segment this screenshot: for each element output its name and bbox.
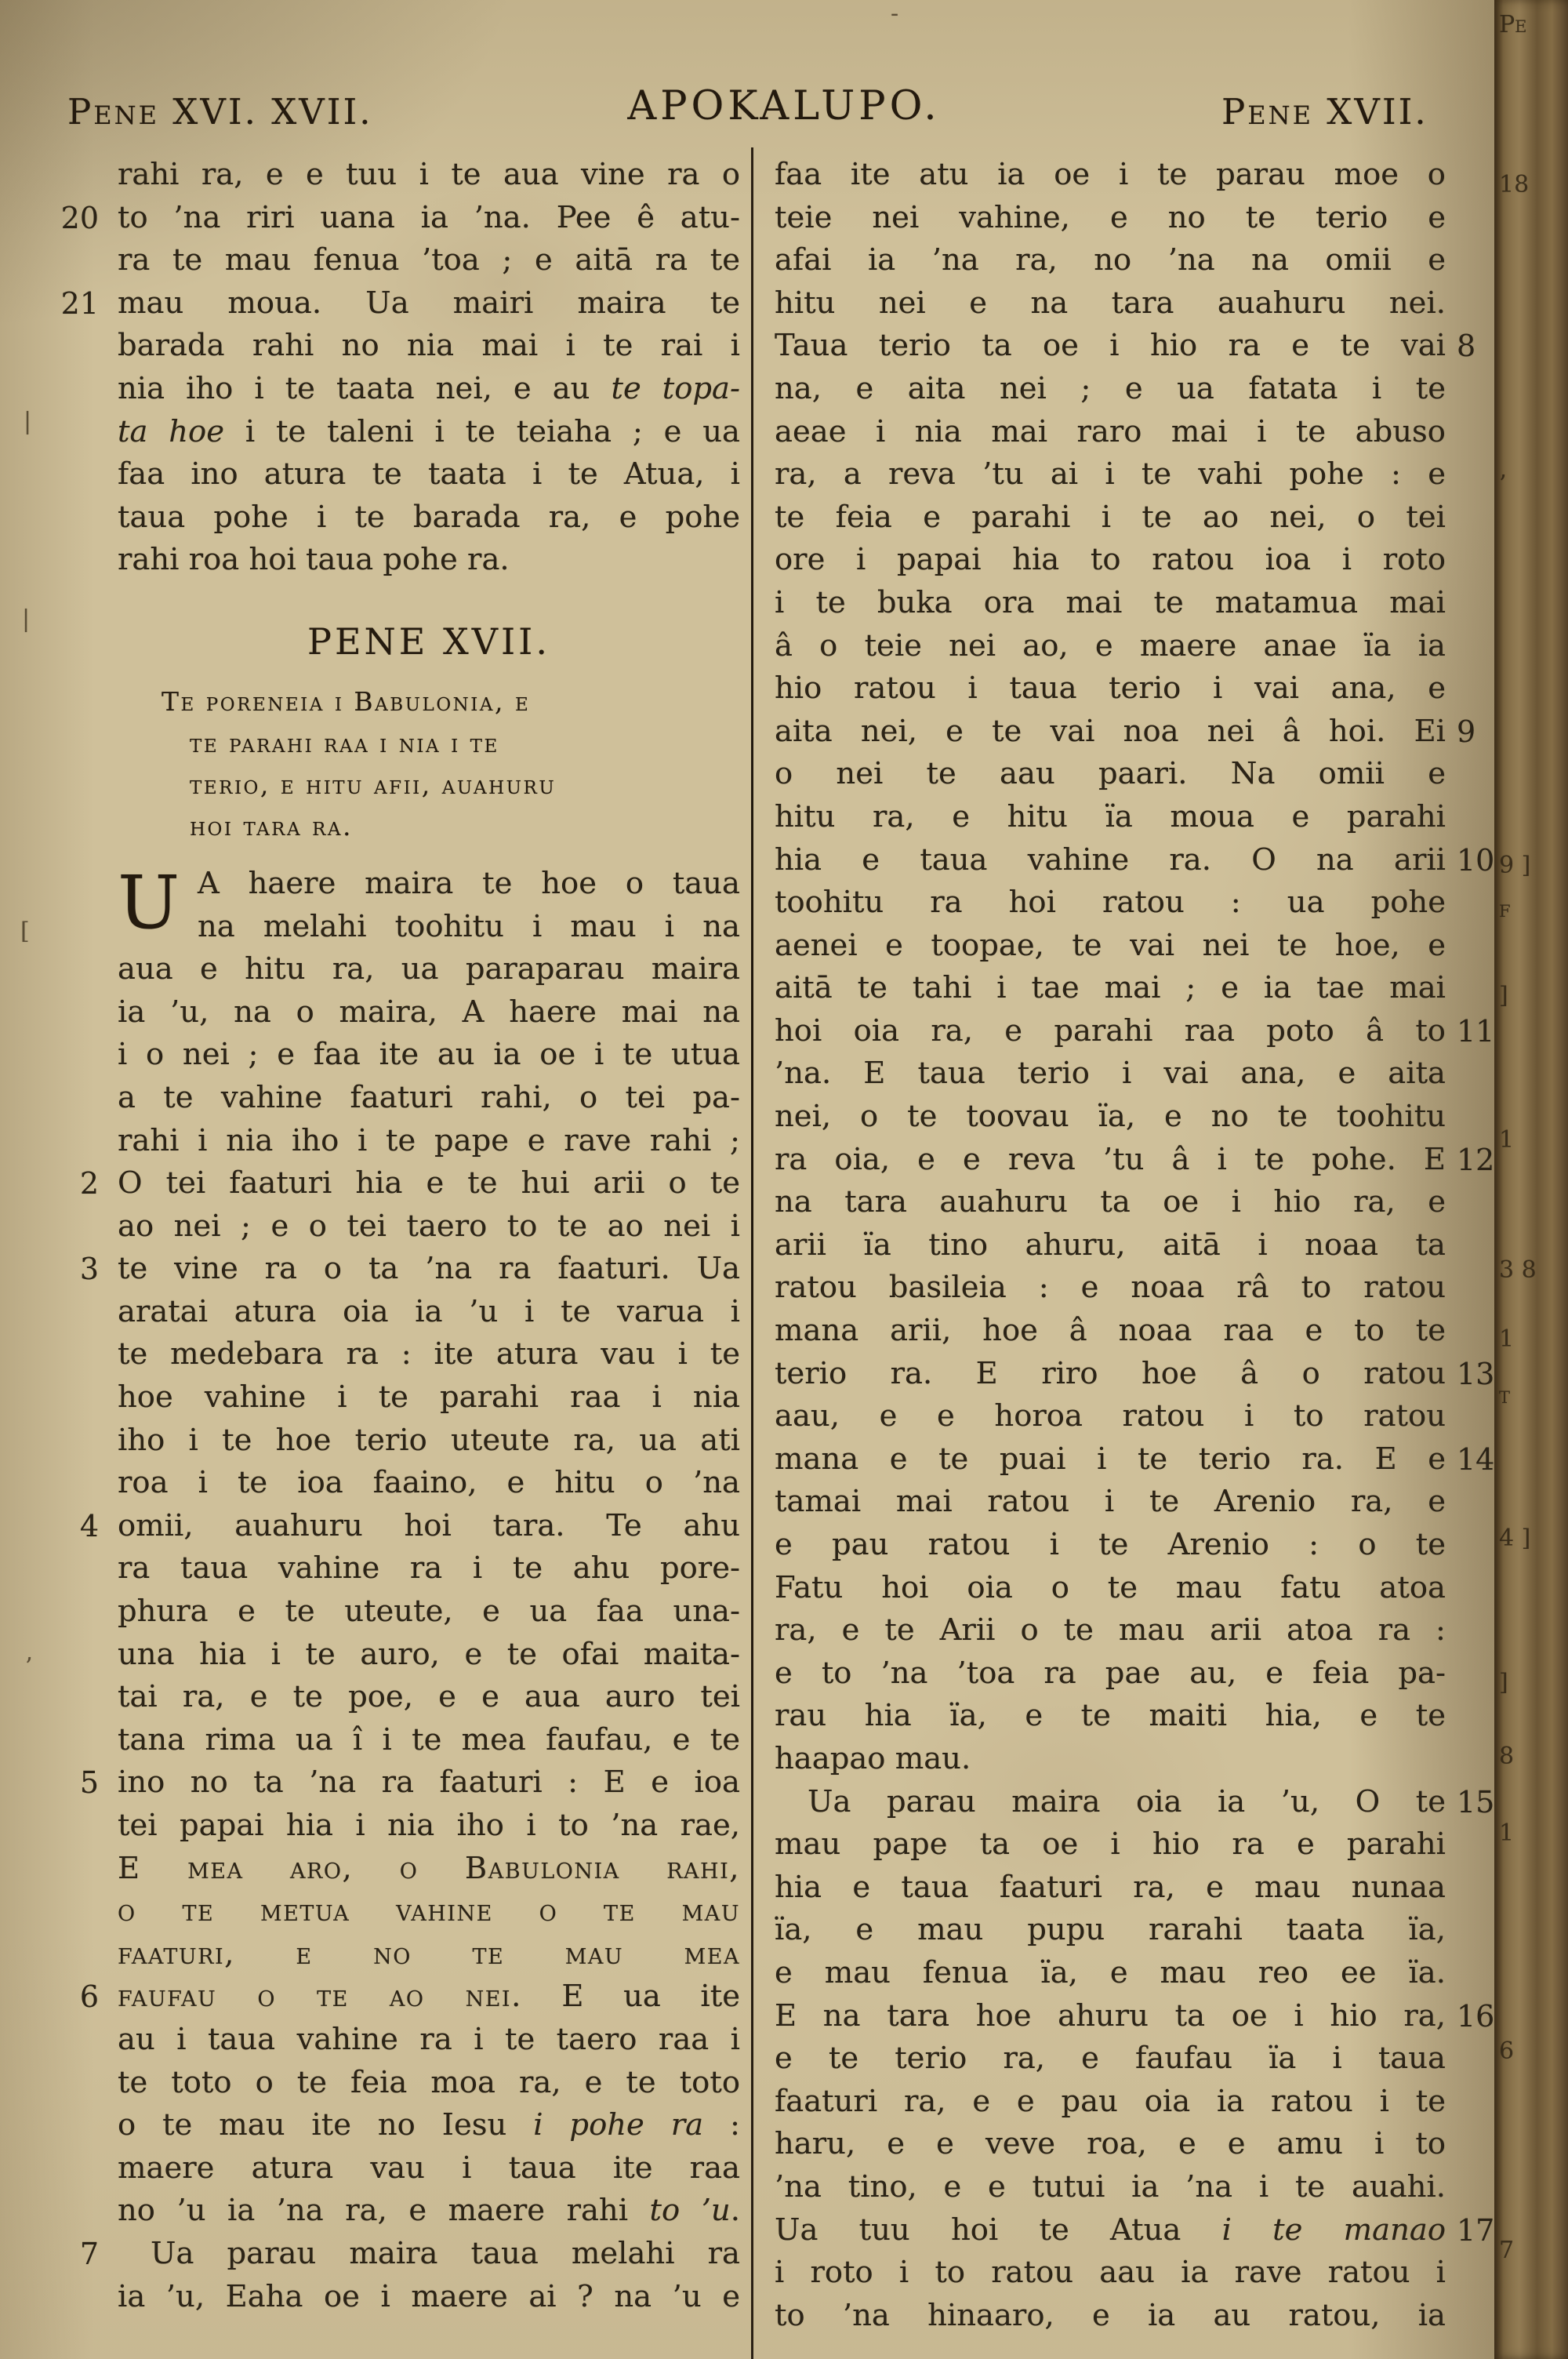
text-line xyxy=(118,1419,740,1463)
text-line xyxy=(775,1952,1446,1995)
text-line xyxy=(118,2062,740,2105)
body-text: a te vahine faaturi rahi, o tei pa- xyxy=(118,1079,740,1115)
text-line xyxy=(118,1634,740,1677)
edge-text-fragment: Pe xyxy=(1499,11,1527,38)
text-line xyxy=(118,154,740,197)
body-text: mau moua. Ua mairi maira te xyxy=(118,285,740,321)
body-text: terio ra. E riro hoe â o ratou xyxy=(775,1355,1446,1391)
text-line xyxy=(118,411,740,454)
edge-text-fragment: 18 xyxy=(1499,171,1530,198)
text-line xyxy=(775,539,1446,582)
body-text: na tara auahuru ta oe i hio ra, e xyxy=(775,1184,1446,1220)
text-line xyxy=(775,582,1446,625)
body-text: te feia e parahi i te ao nei, o tei xyxy=(775,499,1446,535)
right-column xyxy=(775,154,1495,2337)
verse-number: 3 xyxy=(79,1252,99,1287)
text-line xyxy=(79,1976,740,2019)
text-line xyxy=(118,1590,740,1634)
text-line xyxy=(775,2252,1446,2295)
text-line xyxy=(118,1890,740,1933)
text-line xyxy=(118,239,740,282)
text-line xyxy=(118,2019,740,2062)
body-text: toohitu ra hoi ratou : ua pohe xyxy=(775,885,1446,921)
verse-number: 11 xyxy=(1457,1013,1495,1049)
body-text: i roto i to ratou aau ia rave ratou i xyxy=(775,2255,1446,2291)
verse-number: 2 xyxy=(79,1166,99,1201)
body-text: ïa, e mau pupu rarahi taata ïa, xyxy=(775,1912,1446,1948)
body-text: o nei te aau paari. Na omii e xyxy=(775,756,1446,792)
body-text: mana e te puai i te terio ra. E e xyxy=(775,1441,1446,1477)
text-line xyxy=(775,2209,1495,2252)
body-text: taua pohe i te barada ra, e pohe xyxy=(118,499,740,535)
chapter-subtitle-line: hoi tara ra. xyxy=(190,810,354,841)
body-text: faaturi, e no te mau mea xyxy=(118,1936,740,1972)
text-line xyxy=(775,197,1446,240)
edge-text-fragment: 4 ] xyxy=(1499,1525,1531,1552)
body-text: hia e taua vahine ra. O na arii xyxy=(775,841,1446,878)
body-text: ao nei ; e o tei taero to te ao nei i xyxy=(118,1208,740,1244)
body-text: te toto o te feia moa ra, e te toto xyxy=(118,2064,740,2100)
text-line xyxy=(775,496,1446,540)
body-text: phura e te uteute, e ua faa una- xyxy=(118,1594,740,1630)
body-text: ra, e te Arii o te mau arii atoa ra : xyxy=(775,1612,1446,1648)
body-text: ia ’u, Eaha oe i maere ai ? na ’u e xyxy=(118,2278,740,2314)
edge-text-fragment: 7 xyxy=(1499,2237,1515,2264)
text-line xyxy=(118,325,740,368)
text-line xyxy=(79,1505,740,1548)
body-text: tana rima ua î i te mea faufau, e te xyxy=(118,1721,740,1757)
edge-text-fragment: 6 xyxy=(1499,2037,1515,2065)
body-text: â o teie nei ao, e maere anae ïa ia xyxy=(775,627,1446,663)
body-text: e pau ratou i te Arenio : o te xyxy=(775,1527,1446,1562)
text-line xyxy=(775,1738,1446,1781)
text-line xyxy=(118,1805,740,1848)
italic-text: ta hoe xyxy=(118,413,225,449)
chapter-subtitle-line: te parahi raa i nia i te xyxy=(190,727,499,758)
verse-number: 13 xyxy=(1457,1356,1495,1391)
body-text: i te buka ora mai te matamua mai xyxy=(775,584,1446,620)
next-page-edge xyxy=(1494,0,1568,2359)
body-text: Fatu hoi oia o te mau fatu atoa xyxy=(775,1569,1446,1605)
text-line xyxy=(118,2104,740,2147)
body-text: : xyxy=(703,2107,740,2143)
text-line xyxy=(775,1481,1446,1524)
text-line xyxy=(775,796,1446,839)
body-text: maere atura vau i taua ite raa xyxy=(118,2150,740,2186)
verse-number: 12 xyxy=(1457,1142,1495,1177)
body-text: to ’na riri uana ia ’na. Pee ê atu- xyxy=(118,199,740,235)
body-text: ino no ta ’na ra faaturi : E e ioa xyxy=(118,1765,740,1801)
edge-text-fragment: t xyxy=(1499,1382,1511,1409)
body-text: e to ’na ’toa ra pae au, e feia pa- xyxy=(775,1655,1446,1691)
verse-number: 9 xyxy=(1457,714,1476,749)
body-text: Ua parau maira oia ia ’u, O te xyxy=(808,1783,1446,1819)
text-line xyxy=(775,667,1446,711)
text-line xyxy=(775,154,1446,197)
body-text: afai ia ’na ra, no ’na na omii e xyxy=(775,242,1446,278)
text-line xyxy=(775,411,1446,454)
text-line xyxy=(775,1438,1495,1481)
body-text: ia ’u, na o maira, A haere mai na xyxy=(118,994,740,1030)
body-text: Ua parau maira taua melahi ra xyxy=(151,2235,740,2271)
text-line xyxy=(775,1010,1495,1053)
body-text: ratou basileia : e noaa râ to ratou xyxy=(775,1270,1446,1306)
text-line xyxy=(775,1052,1446,1096)
text-line xyxy=(118,1034,740,1077)
body-text: hitu ra, e hitu ïa moua e parahi xyxy=(775,798,1446,834)
verse-number: 20 xyxy=(60,200,99,235)
text-line xyxy=(118,539,740,582)
text-line xyxy=(775,881,1446,925)
body-text: haru, e e veve roa, e e amu i to xyxy=(775,2126,1446,2162)
edge-text-fragment: 8 xyxy=(1499,1743,1515,1770)
text-line xyxy=(775,282,1446,325)
text-line xyxy=(775,1995,1495,2038)
running-head-right: Pene XVII. xyxy=(1221,91,1428,133)
italic-text: te topa- xyxy=(611,370,740,406)
left-column xyxy=(60,154,741,2318)
text-line xyxy=(775,1096,1446,1139)
text-line xyxy=(118,1676,740,1719)
body-text: O tei faaturi hia e te hui arii o te xyxy=(118,1165,740,1201)
body-text: ’na. E taua terio i vai ana, e aita xyxy=(775,1056,1446,1092)
text-line xyxy=(775,1267,1446,1310)
verse-number: 17 xyxy=(1457,2212,1495,2248)
body-text: e mau fenua ïa, e mau reo ee ïa. xyxy=(775,1954,1446,1990)
text-line xyxy=(775,453,1446,496)
verse-number: 15 xyxy=(1457,1784,1495,1819)
text-line xyxy=(118,948,740,991)
body-text: o te mau ite no Iesu xyxy=(118,2107,534,2143)
body-text: au i taua vahine ra i te taero raa i xyxy=(118,2021,740,2057)
body-text: to ’na hinaaro, e ia au ratou, ia xyxy=(775,2297,1446,2333)
body-text: mau pape ta oe i hio ra e parahi xyxy=(775,1826,1446,1863)
text-line xyxy=(79,1761,740,1805)
text-line xyxy=(775,711,1476,754)
text-line xyxy=(775,2166,1446,2209)
text-line xyxy=(775,1909,1446,1952)
text-line xyxy=(118,991,740,1034)
edge-text-fragment: 1 xyxy=(1499,1325,1515,1353)
running-head-title: APOKALUPO. xyxy=(627,83,941,129)
body-text: faa ino atura te taata i te Atua, i xyxy=(118,456,740,493)
text-line xyxy=(775,1224,1446,1267)
edge-text-fragment: 1 xyxy=(1499,1819,1515,1847)
body-text: rau hia ïa, e te maiti hia, e te xyxy=(775,1698,1446,1734)
edge-text-fragment: 3 8 xyxy=(1499,1256,1537,1284)
text-line xyxy=(775,1695,1446,1738)
body-text: aau, e e horoa ratou i to ratou xyxy=(775,1398,1446,1434)
body-text: teie nei vahine, e no te terio e xyxy=(775,199,1446,235)
body-text: aua e hitu ra, ua paraparau maira xyxy=(118,951,740,987)
text-line xyxy=(775,325,1476,368)
text-line xyxy=(775,1181,1446,1224)
body-text: Ua tuu hoi te Atua xyxy=(775,2212,1222,2248)
body-text: ra oia, e e reva ’tu â i te pohe. E xyxy=(775,1141,1446,1177)
text-line xyxy=(775,839,1495,882)
body-text: barada rahi no nia mai i te rai i xyxy=(118,328,740,364)
text-line xyxy=(118,1120,740,1163)
text-line xyxy=(118,496,740,540)
text-line xyxy=(775,1310,1446,1353)
body-text: rahi roa hoi taua pohe ra. xyxy=(118,542,510,578)
text-line xyxy=(775,1395,1446,1438)
edge-text-fragment: f xyxy=(1499,896,1511,923)
text-line xyxy=(118,2276,740,2319)
scan-artifact: | xyxy=(22,605,31,633)
body-text: Taua terio ta oe i hio ra e te vai xyxy=(775,328,1446,364)
text-line xyxy=(118,368,740,411)
body-text: aeae i nia mai raro mai i te abuso xyxy=(775,413,1446,449)
text-line xyxy=(775,1567,1446,1610)
body-text: tei papai hia i nia iho i to ’na rae, xyxy=(118,1808,740,1843)
body-text: ra, a reva ’tu ai i te vahi pohe : e xyxy=(775,456,1446,493)
text-line xyxy=(775,1652,1446,1696)
text-line xyxy=(118,863,740,906)
text-line xyxy=(118,1291,740,1334)
text-line xyxy=(118,1547,740,1590)
text-line xyxy=(118,1205,740,1249)
body-text: roa i te ioa faaino, e hitu o ’na xyxy=(118,1465,740,1501)
edge-text-fragment: ’ xyxy=(1499,471,1507,498)
text-line xyxy=(775,625,1446,668)
body-text: aitā te tahi i tae mai ; e ia tae mai xyxy=(775,970,1446,1006)
body-text: omii, auahuru hoi tara. Te ahu xyxy=(118,1507,740,1543)
body-text: . xyxy=(730,2193,740,2229)
text-line xyxy=(79,2233,740,2276)
edge-text-fragment: ] xyxy=(1499,982,1508,1009)
body-text: hitu nei e na tara auahuru nei. xyxy=(775,285,1446,321)
text-line xyxy=(775,1353,1495,1396)
body-text: mana arii, hoe â noaa raa e to te xyxy=(775,1313,1446,1349)
body-text: aenei e toopae, te vai nei te hoe, e xyxy=(775,927,1446,963)
text-line xyxy=(775,2037,1446,2081)
text-line xyxy=(775,753,1446,796)
text-line xyxy=(775,925,1446,968)
text-line xyxy=(775,368,1446,411)
text-line xyxy=(775,967,1446,1010)
text-line xyxy=(118,2147,740,2190)
text-line xyxy=(775,2123,1446,2166)
verse-number: 16 xyxy=(1457,1998,1495,2034)
scan-artifact: | xyxy=(24,408,32,435)
body-text: tamai mai ratou i te Arenio ra, e xyxy=(775,1484,1446,1520)
body-text: hoe vahine i te parahi raa i nia xyxy=(118,1379,740,1416)
body-text: e te terio ra, e faufau ïa i taua xyxy=(775,2041,1446,2077)
verse-number: 5 xyxy=(79,1765,99,1801)
text-line xyxy=(79,1162,740,1205)
edge-text-fragment: 9 ] xyxy=(1499,852,1531,879)
text-line xyxy=(60,197,740,240)
text-line xyxy=(775,2081,1446,2124)
body-text: E na tara hoe ahuru ta oe i hio ra, xyxy=(775,1997,1446,2034)
scan-artifact: - xyxy=(891,0,899,27)
body-text: E ua ite xyxy=(521,1979,740,2015)
text-line xyxy=(775,239,1446,282)
verse-number: 21 xyxy=(60,285,99,321)
body-text: nei, o te toovau ïa, e no te toohitu xyxy=(775,1099,1446,1135)
body-text: ra te mau fenua ’toa ; e aitā ra te xyxy=(118,242,740,278)
italic-text: i te manao xyxy=(1221,2212,1446,2248)
body-text: aratai atura oia ia ’u i te varua i xyxy=(118,1293,740,1329)
body-text: hia e taua faaturi ra, e mau nunaa xyxy=(775,1869,1446,1905)
verse-number: 4 xyxy=(79,1508,99,1543)
text-line xyxy=(118,1077,740,1120)
text-line xyxy=(775,1139,1495,1182)
body-text: una hia i te auro, e te ofai maita- xyxy=(118,1636,740,1672)
body-text: arii ïa tino ahuru, aitā i noaa ta xyxy=(775,1227,1446,1263)
body-text: faaturi ra, e e pau oia ia ratou i te xyxy=(775,2083,1446,2119)
body-text: o te metua vahine o te mau xyxy=(118,1893,740,1929)
text-line xyxy=(775,1866,1446,1910)
body-text: hio ratou i taua terio i vai ana, e xyxy=(775,671,1446,707)
text-line xyxy=(118,1462,740,1505)
text-line xyxy=(118,906,740,949)
text-line xyxy=(775,1823,1446,1866)
body-text: te medebara ra : ite atura vau i te xyxy=(118,1336,740,1372)
verse-number: 6 xyxy=(79,1979,99,2015)
text-line xyxy=(60,282,740,325)
scan-artifact: [ xyxy=(20,918,30,945)
text-line xyxy=(118,1848,740,1891)
body-text: haapao mau. xyxy=(775,1740,971,1776)
edge-text-fragment: 1 xyxy=(1499,1126,1515,1154)
dropcap-letter: U xyxy=(118,860,180,946)
body-text: ra taua vahine ra i te ahu pore- xyxy=(118,1550,740,1587)
body-text: nia iho i te taata nei, e au xyxy=(118,370,612,406)
text-line xyxy=(775,1524,1446,1567)
chapter-heading: PENE XVII. xyxy=(307,620,550,663)
chapter-subtitle-line: Te poreneia i Babulonia, e xyxy=(162,685,531,717)
body-text: E mea aro, o Babulonia rahi, xyxy=(118,1850,740,1886)
text-line xyxy=(118,1719,740,1762)
verse-number: 8 xyxy=(1457,329,1476,364)
verse-number: 14 xyxy=(1457,1441,1495,1477)
text-line xyxy=(118,1376,740,1419)
body-text: rahi ra, e e tuu i te aua vine ra o xyxy=(118,157,740,192)
body-text: ’na tino, e e tutui ia ’na i te auahi. xyxy=(775,2168,1446,2205)
body-text: no ’u ia ’na ra, e maere rahi xyxy=(118,2193,650,2229)
text-line xyxy=(775,1781,1495,1824)
text-line xyxy=(775,2295,1446,2338)
verse-number: 7 xyxy=(79,2236,99,2271)
body-text: hoi oia ra, e parahi raa poto â to xyxy=(775,1012,1446,1049)
body-text: na, e aita nei ; e ua fatata i te xyxy=(775,370,1446,406)
body-text: te vine ra o ta ’na ra faaturi. Ua xyxy=(118,1251,740,1287)
body-text: i o nei ; e faa ite au ia oe i te utua xyxy=(118,1037,740,1073)
dropcap-paragraph xyxy=(118,860,740,948)
body-text: na melahi toohitu i mau i na xyxy=(198,908,740,944)
body-text: A haere maira te hoe o taua xyxy=(198,865,740,901)
italic-text: to ’u xyxy=(649,2193,731,2229)
text-line xyxy=(79,1248,740,1291)
body-text: rahi i nia iho i te pape e rave rahi ; xyxy=(118,1122,740,1158)
edge-text-fragment: ] xyxy=(1499,1669,1508,1696)
verse-number: 10 xyxy=(1457,842,1495,878)
body-text: faa ite atu ia oe i te parau moe o xyxy=(775,157,1446,192)
body-text: tai ra, e te poe, e e aua auro tei xyxy=(118,1679,740,1715)
body-text: i te taleni i te teiaha ; e ua xyxy=(224,413,741,449)
body-text: iho i te hoe terio uteute ra, ua ati xyxy=(118,1422,740,1458)
column-divider xyxy=(751,147,753,2359)
body-text: ore i papai hia to ratou ioa i roto xyxy=(775,542,1446,578)
text-line xyxy=(118,1933,740,1976)
smallcaps-text: faufau o te ao nei. xyxy=(118,1979,522,2015)
chapter-subtitle-line: terio, e hitu afii, auahuru xyxy=(190,769,557,800)
text-line xyxy=(118,2190,740,2233)
text-line xyxy=(118,1333,740,1376)
scan-artifact: ’ xyxy=(25,1653,33,1681)
chapter-subtitle xyxy=(118,681,740,847)
body-text: aita nei, e te vai noa nei â hoi. Ei xyxy=(775,713,1446,749)
text-line xyxy=(775,1609,1446,1652)
running-head-left: Pene XVI. XVII. xyxy=(67,91,373,133)
text-line xyxy=(118,453,740,496)
italic-text: i pohe ra xyxy=(533,2107,704,2143)
